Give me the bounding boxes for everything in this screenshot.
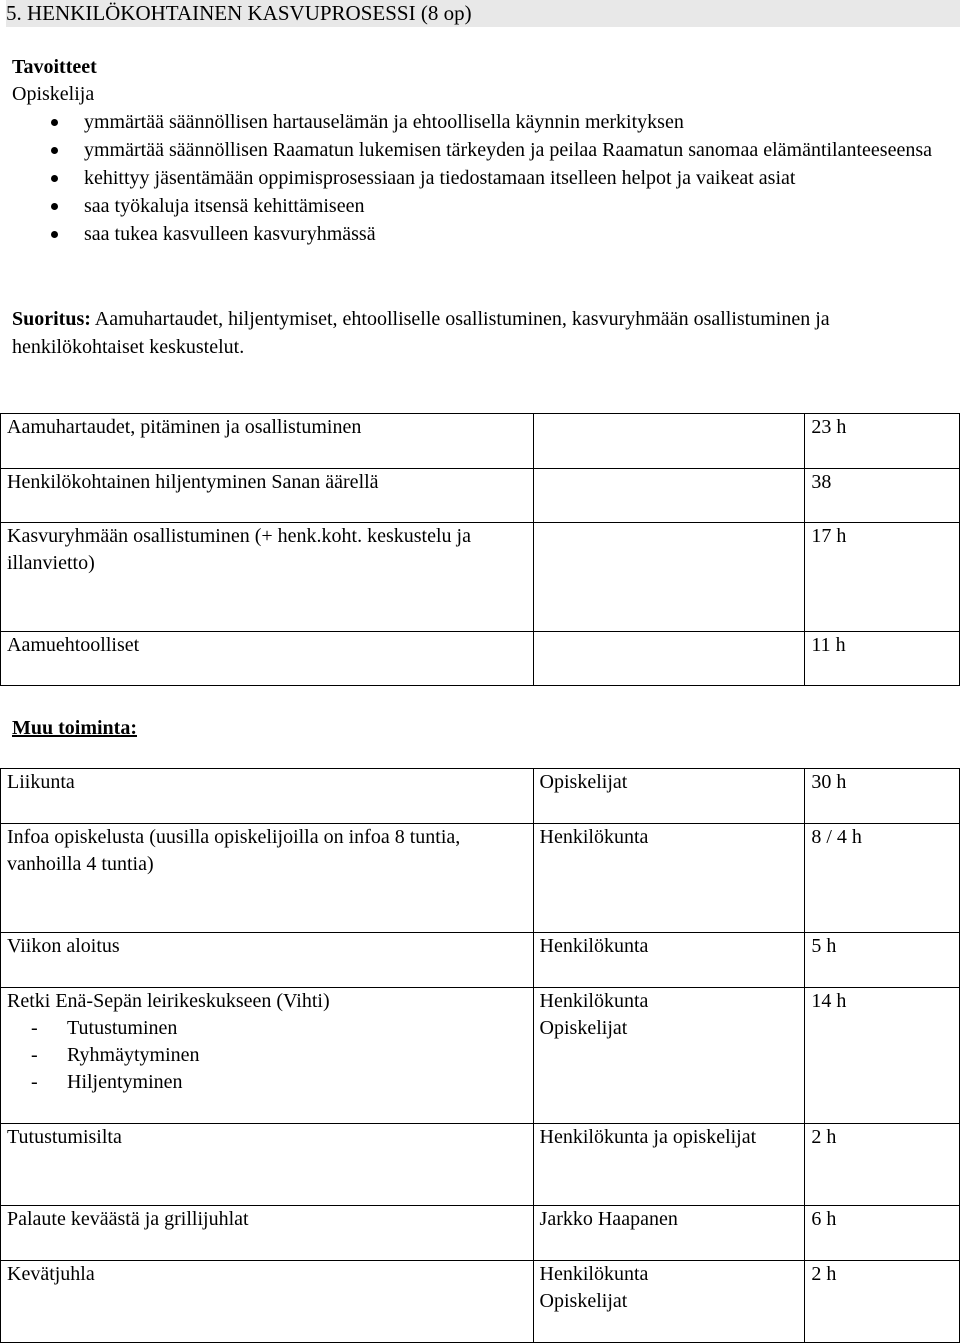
other-activities-heading: Muu toiminta: [12, 717, 137, 739]
table-row [1, 1124, 960, 1206]
completion-description: Aamuhartaudet, hiljentymiset, ehtoolliselle osallistuminen, kasvuryhmään osallistuminen ja henkilökohtaiset keskustelut. [12, 308, 830, 358]
who-cell: Opiskelijat [533, 769, 805, 824]
who-cell: Jarkko Haapanen [533, 1206, 805, 1261]
who-cell: Henkilökunta [533, 933, 805, 988]
dash: - [31, 1071, 38, 1093]
hours-cell: 6 h [805, 1206, 960, 1261]
bullet-icon [51, 147, 58, 154]
page-title: 5. HENKILÖKOHTAINEN KASVUPROSESSI (8 op) [6, 0, 960, 27]
other-activities-table [0, 768, 960, 1343]
who-cell: Henkilökunta Opiskelijat [533, 1261, 805, 1343]
completion-label: Suoritus: [12, 308, 91, 330]
sub-item: - Tutustuminen [7, 1015, 527, 1042]
goals-heading: Tavoitteet [12, 56, 97, 78]
activity-cell: Infoa opiskelusta (uusilla opiskelijoilla on infoa 8 tuntia, vanhoilla 4 tuntia) [1, 824, 534, 933]
table-row [1, 824, 960, 933]
table-row [1, 1261, 960, 1343]
goals-list [0, 108, 960, 248]
who-cell: Henkilökunta Opiskelijat [533, 988, 805, 1124]
table-row [1, 1206, 960, 1261]
hours-cell: 8 / 4 h [805, 824, 960, 933]
activity-cell: Viikon aloitus [1, 933, 534, 988]
subject-label: Opiskelija [12, 83, 95, 105]
who-cell [533, 523, 805, 632]
sub-item: - Ryhmäytyminen [7, 1042, 527, 1069]
activity-cell: Palaute keväästä ja grillijuhlat [1, 1206, 534, 1261]
hours-cell: 14 h [805, 988, 960, 1124]
bullet-icon [51, 203, 58, 210]
table-row [1, 769, 960, 824]
hours-cell: 17 h [805, 523, 960, 632]
goal-item: kehittyy jäsentämään oppimisprosessiaan ja tiedostamaan itselleen helpot ja vaikeat asiat [0, 164, 960, 192]
bullet-icon [51, 119, 58, 126]
goal-item: ymmärtää säännöllisen Raamatun lukemisen tärkeyden ja peilaa Raamatun sanomaa elämäntilanteeseensa [0, 136, 960, 164]
activity-cell: Kasvuryhmään osallistuminen (+ henk.koht. keskustelu ja illanvietto) [1, 523, 534, 632]
sub-item: - Hiljentyminen [7, 1069, 527, 1096]
hours-cell: 11 h [805, 632, 960, 686]
dash: - [31, 1017, 38, 1039]
who-cell [533, 414, 805, 469]
table-row [1, 523, 960, 632]
table-row [1, 988, 960, 1124]
activity-title: Retki Enä-Sepän leirikeskukseen (Vihti) [7, 990, 330, 1012]
who-cell [533, 469, 805, 523]
table-row [1, 469, 960, 523]
hours-cell: 2 h [805, 1124, 960, 1206]
hours-cell: 5 h [805, 933, 960, 988]
goal-item: ymmärtää säännöllisen hartauselämän ja ehtoollisella käynnin merkityksen [0, 108, 960, 136]
table-row [1, 414, 960, 469]
goal-item: saa tukea kasvulleen kasvuryhmässä [0, 220, 960, 248]
dash: - [31, 1044, 38, 1066]
hours-cell: 30 h [805, 769, 960, 824]
hours-cell: 38 [805, 469, 960, 523]
activity-cell: Liikunta [1, 769, 534, 824]
hours-table [0, 413, 960, 686]
who-cell [533, 632, 805, 686]
activity-cell: Henkilökohtainen hiljentyminen Sanan äärellä [1, 469, 534, 523]
completion-text [12, 305, 956, 361]
hours-cell: 2 h [805, 1261, 960, 1343]
goal-item: saa työkaluja itsensä kehittämiseen [0, 192, 960, 220]
activity-cell: Aamuhartaudet, pitäminen ja osallistuminen [1, 414, 534, 469]
activity-cell: Aamuehtoolliset [1, 632, 534, 686]
table-row [1, 632, 960, 686]
bullet-icon [51, 175, 58, 182]
who-cell: Henkilökunta [533, 824, 805, 933]
table-row [1, 933, 960, 988]
who-cell: Henkilökunta ja opiskelijat [533, 1124, 805, 1206]
activity-cell: Kevätjuhla [1, 1261, 534, 1343]
hours-cell: 23 h [805, 414, 960, 469]
activity-cell [1, 988, 534, 1124]
activity-cell: Tutustumisilta [1, 1124, 534, 1206]
bullet-icon [51, 231, 58, 238]
